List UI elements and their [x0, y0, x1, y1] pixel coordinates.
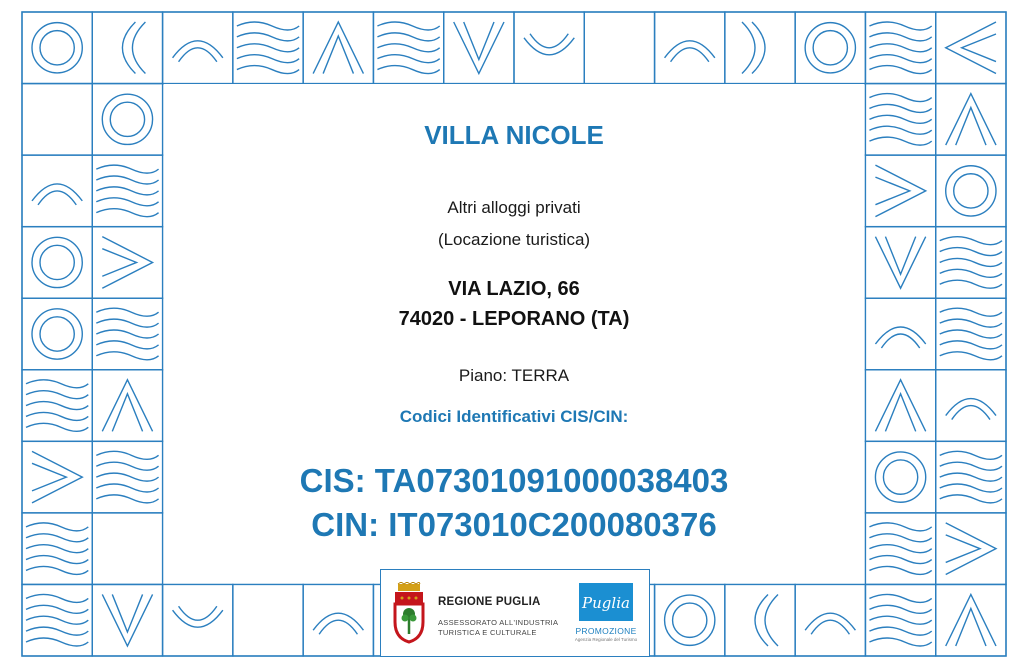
- chevron-motif: [956, 108, 986, 146]
- wave-motif: [869, 594, 931, 602]
- wave-motif: [26, 380, 88, 388]
- cis-code: CIS: TA07301091000038403: [299, 462, 729, 499]
- arc-motif: [173, 610, 223, 627]
- wave-motif: [869, 616, 931, 624]
- chevron-motif: [946, 594, 996, 646]
- chevron-motif: [32, 451, 82, 503]
- chevron-motif: [313, 22, 363, 74]
- wave-motif: [26, 412, 88, 420]
- wave-motif: [96, 198, 158, 206]
- wave-motif: [96, 484, 158, 492]
- wave-motif: [237, 66, 299, 74]
- wave-motif: [940, 258, 1002, 266]
- wave-motif: [869, 605, 931, 613]
- arc-motif: [132, 22, 145, 74]
- wave-motif: [96, 495, 158, 503]
- chevron-motif: [956, 608, 986, 646]
- wave-motif: [237, 44, 299, 52]
- wave-motif: [869, 115, 931, 123]
- wave-motif: [940, 341, 1002, 349]
- chevron-motif: [946, 523, 996, 575]
- wave-motif: [96, 473, 158, 481]
- wave-motif: [940, 308, 1002, 316]
- wave-motif: [869, 94, 931, 102]
- wave-motif: [96, 330, 158, 338]
- arc-motif: [752, 22, 765, 74]
- wave-motif: [96, 209, 158, 217]
- frame-tile: [233, 584, 303, 656]
- puglia-promozione-logo: [579, 583, 633, 621]
- chevron-motif: [102, 237, 152, 289]
- promozione-label: PROMOZIONE: [575, 626, 637, 636]
- wave-motif: [940, 352, 1002, 360]
- circle-motif-inner: [110, 102, 144, 136]
- wave-motif: [26, 402, 88, 410]
- property-name: VILLA NICOLE: [424, 120, 604, 150]
- wave-motif: [26, 391, 88, 399]
- arc-motif: [32, 184, 82, 201]
- wave-motif: [377, 22, 439, 30]
- wave-motif: [940, 319, 1002, 327]
- wave-motif: [940, 451, 1002, 459]
- chevron-motif: [885, 237, 915, 275]
- wave-motif: [869, 556, 931, 564]
- circle-motif-inner: [954, 174, 988, 208]
- wave-motif: [377, 33, 439, 41]
- chevron-motif: [102, 249, 136, 277]
- chevron-motif: [962, 34, 996, 62]
- wave-motif: [940, 269, 1002, 277]
- wave-motif: [26, 605, 88, 613]
- circle-motif-inner: [40, 317, 74, 351]
- arc-motif: [319, 620, 357, 634]
- codes-heading: Codici Identificativi CIS/CIN:: [399, 407, 629, 426]
- arc-motif: [946, 399, 996, 416]
- cin-code: CIN: IT073010C200080376: [311, 506, 717, 543]
- arc-motif: [952, 406, 990, 420]
- chevron-motif: [875, 177, 909, 205]
- wave-motif: [940, 237, 1002, 245]
- chevron-motif: [946, 535, 980, 563]
- frame-tile: [584, 12, 654, 84]
- frame-tile: [92, 513, 162, 585]
- wave-motif: [869, 33, 931, 41]
- arc-motif: [755, 594, 768, 646]
- frame-tile: [22, 84, 92, 156]
- wave-motif: [26, 534, 88, 542]
- arc-motif: [524, 38, 574, 55]
- circle-motif-inner: [813, 31, 847, 65]
- wave-motif: [940, 280, 1002, 288]
- info-panel: [164, 84, 864, 576]
- region-department-line2: TURISTICA E CULTURALE: [438, 628, 537, 637]
- wave-motif: [377, 66, 439, 74]
- chevron-motif: [875, 380, 925, 432]
- wave-motif: [96, 308, 158, 316]
- chevron-motif: [454, 22, 504, 74]
- frame-tile: [92, 12, 162, 84]
- arc-motif: [122, 22, 135, 74]
- wave-motif: [96, 187, 158, 195]
- arc-motif: [811, 620, 849, 634]
- circle-motif-inner: [883, 460, 917, 494]
- wave-motif: [26, 556, 88, 564]
- wave-motif: [940, 484, 1002, 492]
- wave-motif: [96, 319, 158, 327]
- arc-motif: [38, 191, 76, 205]
- frame-tile: [725, 12, 795, 84]
- arc-motif: [665, 41, 715, 58]
- arc-motif: [173, 41, 223, 58]
- arc-motif: [805, 613, 855, 630]
- wave-motif: [869, 545, 931, 553]
- wave-motif: [237, 55, 299, 63]
- wave-motif: [869, 566, 931, 574]
- wave-motif: [940, 495, 1002, 503]
- sponsor-logos: [380, 569, 650, 657]
- regione-puglia-crest-icon: [391, 582, 427, 644]
- wave-motif: [869, 104, 931, 112]
- wave-motif: [26, 545, 88, 553]
- wave-motif: [96, 352, 158, 360]
- chevron-motif: [112, 394, 142, 432]
- chevron-motif: [464, 22, 494, 60]
- floor-info: Piano: TERRA: [458, 366, 570, 385]
- wave-motif: [869, 137, 931, 145]
- wave-motif: [940, 473, 1002, 481]
- arc-motif: [179, 48, 217, 62]
- puglia-wordmark: Puglia: [582, 594, 630, 612]
- wave-motif: [26, 566, 88, 574]
- wave-motif: [96, 462, 158, 470]
- wave-motif: [869, 523, 931, 531]
- frame-tile: [725, 584, 795, 656]
- arc-motif: [671, 48, 709, 62]
- wave-motif: [237, 33, 299, 41]
- wave-motif: [940, 248, 1002, 256]
- wave-motif: [869, 22, 931, 30]
- circle-motif-inner: [40, 245, 74, 279]
- wave-motif: [377, 44, 439, 52]
- wave-motif: [869, 627, 931, 635]
- wave-motif: [869, 534, 931, 542]
- region-department-line1: ASSESSORATO ALL'INDUSTRIA: [438, 618, 559, 627]
- wave-motif: [96, 451, 158, 459]
- circle-motif-inner: [40, 31, 74, 65]
- wave-motif: [26, 523, 88, 531]
- chevron-motif: [875, 165, 925, 217]
- chevron-motif: [102, 594, 152, 646]
- wave-motif: [869, 44, 931, 52]
- wave-motif: [377, 55, 439, 63]
- wave-motif: [96, 341, 158, 349]
- chevron-motif: [875, 237, 925, 289]
- accommodation-category: Altri alloggi privati: [447, 198, 581, 217]
- arc-motif: [881, 334, 919, 348]
- city-address: 74020 - LEPORANO (TA): [398, 308, 630, 330]
- wave-motif: [869, 66, 931, 74]
- promozione-subtitle: Agenzia Regionale del Turismo: [574, 637, 638, 642]
- arc-motif: [179, 606, 217, 620]
- region-name: REGIONE PUGLIA: [438, 596, 541, 608]
- wave-motif: [26, 627, 88, 635]
- wave-motif: [237, 22, 299, 30]
- circle-motif-inner: [673, 603, 707, 637]
- wave-motif: [26, 423, 88, 431]
- arc-motif: [875, 327, 925, 344]
- wave-motif: [869, 126, 931, 134]
- arc-motif: [742, 22, 755, 74]
- wave-motif: [26, 616, 88, 624]
- chevron-motif: [323, 36, 353, 74]
- wave-motif: [26, 594, 88, 602]
- chevron-motif: [885, 394, 915, 432]
- chevron-motif: [102, 380, 152, 432]
- wave-motif: [869, 638, 931, 646]
- wave-motif: [940, 462, 1002, 470]
- arc-motif: [313, 613, 363, 630]
- wave-motif: [96, 176, 158, 184]
- street-address: VIA LAZIO, 66: [448, 278, 580, 300]
- wave-motif: [869, 55, 931, 63]
- chevron-motif: [946, 94, 996, 146]
- arc-motif: [530, 34, 568, 48]
- chevron-motif: [946, 22, 996, 74]
- wave-motif: [26, 638, 88, 646]
- wave-motif: [96, 165, 158, 173]
- chevron-motif: [112, 594, 142, 632]
- chevron-motif: [32, 463, 66, 491]
- wave-motif: [940, 330, 1002, 338]
- accommodation-type: (Locazione turistica): [437, 230, 591, 249]
- arc-motif: [765, 594, 778, 646]
